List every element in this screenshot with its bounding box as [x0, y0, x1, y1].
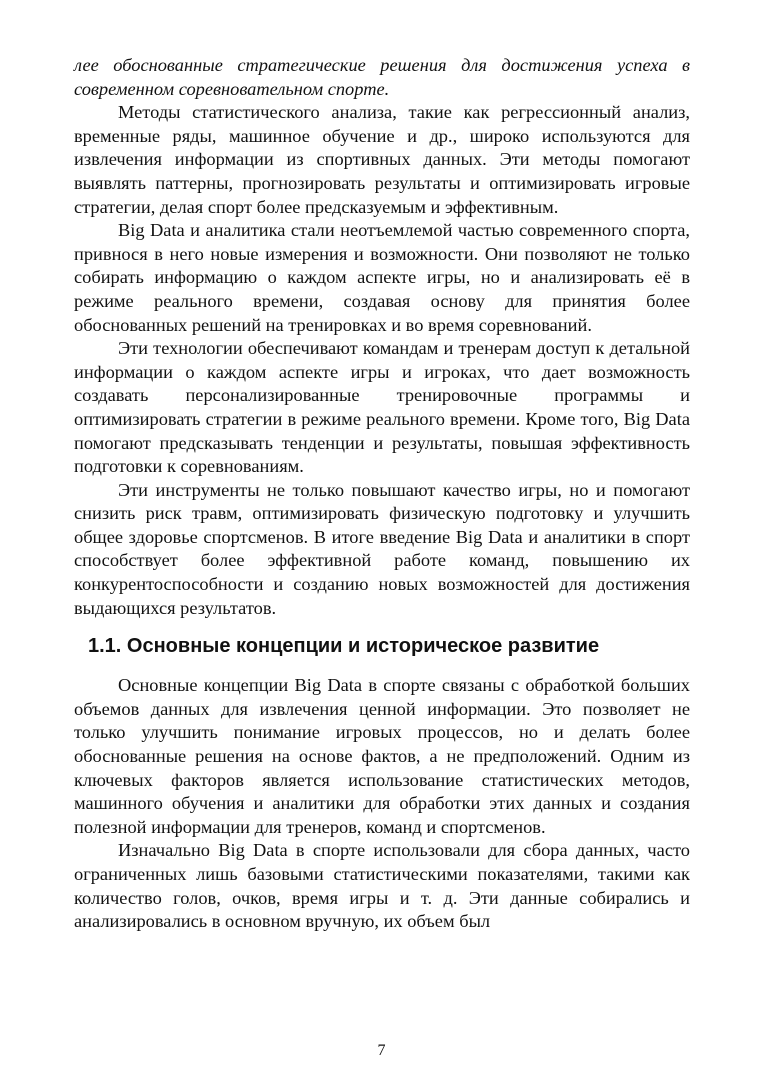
paragraph-technologies-access: Эти технологии обеспечивают командам и тренерам доступ к детальной информации о каждом аспекте игры и игроках, что дает возможность создавать персонализированные тренировочные программы и оптимизировать стратегии в режиме реального времени. Кроме того, Big Data помогают предсказывать тенденции и результаты, повышая эффективность подготовки к соревнованиям. — [74, 338, 690, 477]
section-heading: 1.1. Основные концепции и историческое развитие — [88, 635, 600, 658]
paragraph-core-concepts: Основные концепции Big Data в спорте связаны с обработкой больших объемов данных для извлечения ценной информации. Это позволяет не только улучшить понимание игровых процессов, но и делать более обоснованные решения на основе фактов, а не предположений. Одним из ключевых факторов является использование статистических методов, машинного обучения и аналитики для обработки этих данных и создания полезной информации для тренеров, команд и спортсменов. — [74, 675, 690, 837]
paragraph-big-data-analytics: Big Data и аналитика стали неотъемлемой частью современного спорта, привнося в него новые измерения и возможности. Они позволяют не только собирать информацию о каждом аспекте игры, но и анализировать её в режиме реального времени, создавая основу для принятия более обоснованных решений на тренировках и во время соревнований. — [74, 220, 690, 335]
continued-paragraph: лее обоснованные стратегические решения для достижения успеха в современном соревновательном спорте. — [74, 55, 690, 99]
paragraph-historical-use: Изначально Big Data в спорте использовали для сбора данных, часто ограниченных лишь базовыми статистическими показателями, такими как количество голов, очков, время игры и т. д. Эти данные собирались и анализировались в основном вручную, их объем был — [74, 840, 690, 932]
paragraph-statistical-methods: Методы статистического анализа, такие как регрессионный анализ, временные ряды, машинное обучение и др., широко используются для извлечения информации из спортивных данных. Эти методы помогают выявлять паттерны, прогнозировать результаты и оптимизировать игровые стратегии, делая спорт более предсказуемым и эффективным. — [74, 102, 690, 217]
page-number: 7 — [377, 1042, 386, 1059]
paragraph-tools-benefits: Эти инструменты не только повышают качество игры, но и помогают снизить риск травм, оптимизировать физическую подготовку и улучшить общее здоровье спортсменов. В итоге введение Big Data и аналитики в спорт способствует более эффективной работе команд, повышению их конкурентоспособности и созданию новых возможностей для достижения выдающихся результатов. — [74, 479, 690, 618]
page-body — [74, 54, 690, 934]
